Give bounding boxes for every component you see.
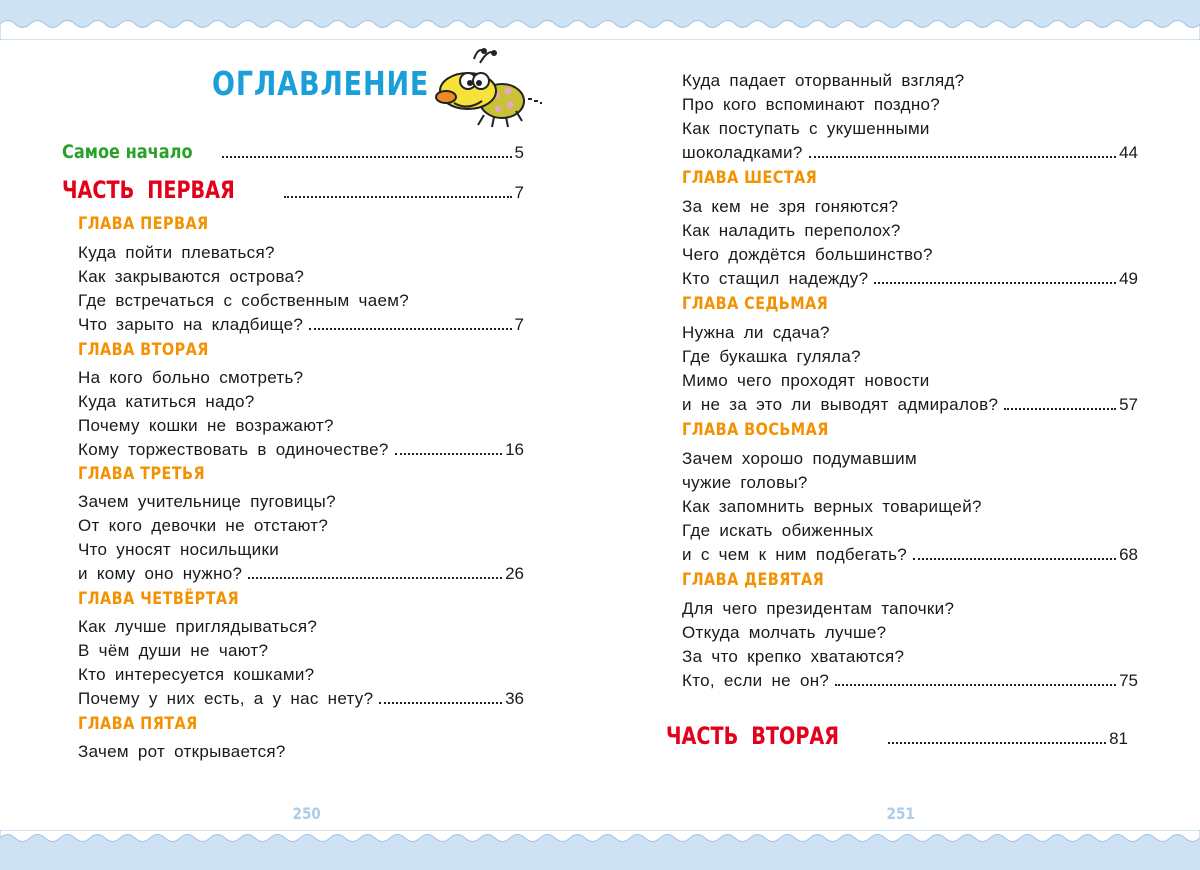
chapter-3-question: От кого девочки не отстают?: [78, 516, 329, 535]
dot-leader: [395, 453, 502, 455]
page-ref: 75: [1119, 671, 1138, 690]
dot-leader: [248, 577, 502, 579]
chapter-2-question: Почему кошки не возражают?: [78, 416, 334, 435]
toc-entry-chapter-8[interactable]: [682, 543, 1138, 567]
part-two-label: ЧАСТЬ ВТОРАЯ: [666, 722, 840, 750]
chapter-8-question: Как запомнить верных товарищей?: [682, 497, 982, 516]
dot-leader: [284, 196, 512, 198]
right-page: [600, 40, 1200, 830]
chapter-2-question: На кого больно смотреть?: [78, 368, 304, 387]
toc-entry-chapter-4[interactable]: [78, 687, 524, 711]
dot-leader: [379, 702, 502, 704]
part-one-label: ЧАСТЬ ПЕРВАЯ: [62, 176, 235, 204]
bottom-decorative-band: [0, 830, 1200, 870]
dot-leader: [309, 328, 511, 330]
chapter-3-last-question: и кому оно нужно?: [78, 564, 243, 583]
toc-entry-part-two[interactable]: [666, 722, 1128, 750]
chapter-9-last-question: Кто, если не он?: [682, 671, 830, 690]
page-ref: 36: [505, 689, 524, 708]
dot-leader: [888, 742, 1106, 744]
dot-leader: [809, 156, 1116, 158]
chapter-9-question: Откуда молчать лучше?: [682, 623, 887, 642]
chapter-4-heading: ГЛАВА ЧЕТВЁРТАЯ: [78, 589, 240, 609]
chapter-1-question: Где встречаться с собственным чаем?: [78, 291, 409, 310]
chapter-2-last-question: Кому торжествовать в одиночестве?: [78, 440, 389, 459]
chapter-3-heading: ГЛАВА ТРЕТЬЯ: [78, 464, 206, 484]
page-number-right: 251: [886, 804, 915, 823]
chapter-7-heading: ГЛАВА СЕДЬМАЯ: [682, 294, 829, 314]
chapter-7-question: Где букашка гуляла?: [682, 347, 861, 366]
page-ref: 26: [505, 564, 524, 583]
chapter-3-question: Зачем учительнице пуговицы?: [78, 492, 336, 511]
chapter-5-question: Как поступать с укушенными: [682, 119, 930, 138]
dot-leader: [222, 156, 512, 158]
toc-entry-chapter-2[interactable]: [78, 438, 524, 462]
chapter-8-question: Где искать обиженных: [682, 521, 874, 540]
chapter-2-question: Куда катиться надо?: [78, 392, 255, 411]
chapter-7-question: Мимо чего проходят новости: [682, 371, 930, 390]
wave-border-top: [0, 0, 1200, 40]
page-ref: 44: [1119, 143, 1138, 162]
page-ref: 7: [514, 315, 524, 334]
left-page: [0, 40, 600, 830]
chapter-5-last-question: шоколадками?: [682, 143, 803, 162]
page-number-left: 250: [292, 804, 321, 823]
chapter-5-question: Про кого вспоминают поздно?: [682, 95, 941, 114]
chapter-1-question: Как закрываются острова?: [78, 267, 305, 286]
page-ref: 57: [1119, 395, 1138, 414]
chapter-4-question: Как лучше приглядываться?: [78, 617, 318, 636]
chapter-5-question: Зачем рот открывается?: [78, 742, 286, 761]
dot-leader: [913, 558, 1116, 560]
page-ref: 16: [505, 440, 524, 459]
chapter-9-question: Для чего президентам тапочки?: [682, 599, 955, 618]
page-ref: 5: [514, 143, 524, 162]
chapter-6-question: Как наладить переполох?: [682, 221, 901, 240]
top-decorative-band: [0, 0, 1200, 40]
toc-entry-chapter-5[interactable]: [682, 141, 1138, 165]
chapter-1-heading: ГЛАВА ПЕРВАЯ: [78, 214, 209, 234]
chapter-8-question: чужие головы?: [682, 473, 808, 492]
bug-icon: [434, 45, 544, 130]
chapter-5-question: Куда падает оторванный взгляд?: [682, 71, 965, 90]
page-ref: 68: [1119, 545, 1138, 564]
wave-border-bottom: [0, 830, 1200, 870]
toc-entry-chapter-7[interactable]: [682, 393, 1138, 417]
chapter-8-last-question: и с чем к ним подбегать?: [682, 545, 908, 564]
chapter-8-question: Зачем хорошо подумавшим: [682, 449, 917, 468]
toc-title: ОГЛАВЛЕНИЕ: [212, 64, 430, 103]
page-ref: 49: [1119, 269, 1138, 288]
chapter-5-heading: ГЛАВА ПЯТАЯ: [78, 714, 198, 734]
chapter-9-heading: ГЛАВА ДЕВЯТАЯ: [682, 570, 825, 590]
chapter-8-heading: ГЛАВА ВОСЬМАЯ: [682, 420, 829, 440]
chapter-2-heading: ГЛАВА ВТОРАЯ: [78, 340, 209, 360]
chapter-1-last-question: Что зарыто на кладбище?: [78, 315, 304, 334]
chapter-6-question: За кем не зря гоняются?: [682, 197, 899, 216]
toc-entry-part-one[interactable]: [62, 176, 524, 204]
chapter-9-question: За что крепко хватаются?: [682, 647, 905, 666]
dot-leader: [874, 282, 1116, 284]
toc-entry-start[interactable]: [62, 141, 524, 164]
toc-entry-chapter-1[interactable]: [78, 313, 524, 337]
toc-entry-chapter-3[interactable]: [78, 562, 524, 586]
chapter-7-question: Нужна ли сдача?: [682, 323, 830, 342]
toc-entry-chapter-9[interactable]: [682, 669, 1138, 693]
toc-entry-chapter-6[interactable]: [682, 267, 1138, 291]
chapter-4-question: Кто интересуется кошками?: [78, 665, 315, 684]
chapter-6-last-question: Кто стащил надежду?: [682, 269, 869, 288]
chapter-4-question: В чём души не чают?: [78, 641, 269, 660]
dot-leader: [835, 684, 1116, 686]
chapter-4-last-question: Почему у них есть, а у нас нету?: [78, 689, 374, 708]
chapter-6-heading: ГЛАВА ШЕСТАЯ: [682, 168, 818, 188]
chapter-1-question: Куда пойти плеваться?: [78, 243, 275, 262]
page-ref: 81: [1109, 729, 1128, 748]
chapter-3-question: Что уносят носильщики: [78, 540, 279, 559]
chapter-6-question: Чего дождётся большинство?: [682, 245, 933, 264]
page-ref: 7: [514, 183, 524, 202]
start-label: Самое начало: [62, 141, 193, 163]
chapter-7-last-question: и не за это ли выводят адмиралов?: [682, 395, 999, 414]
dot-leader: [1004, 408, 1116, 410]
